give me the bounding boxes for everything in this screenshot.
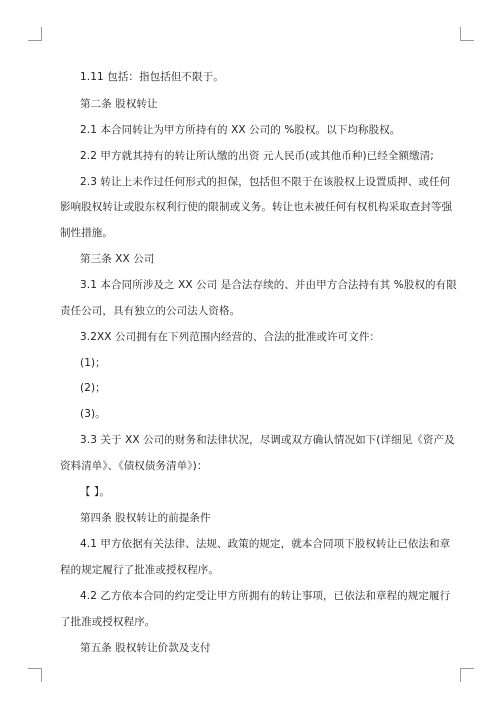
clause-4-2-line-2: 了批准或授权程序。 — [60, 616, 156, 628]
clause-3-3-line-1: 3.3 关于 XX 公司的财务和法律状况，尽调或双方确认情况如下(详细见《资产及 — [80, 434, 455, 446]
list-item-3: (3)。 — [80, 408, 106, 420]
crop-mark-bottom-left-h — [28, 668, 42, 669]
clause-2-2: 2.2 甲方就其持有的转让所认缴的出资 元人民币(或其他币种)已经全额缴清; — [80, 150, 434, 162]
clause-1-11: 1.11 包括：指包括但不限于。 — [80, 71, 224, 83]
clause-2-1: 2.1 本合同转让为甲方所持有的 XX 公司的 %股权。以下均称股权。 — [80, 124, 401, 136]
article-3-heading: 第三条 XX 公司 — [80, 253, 155, 265]
clause-4-2-line-1: 4.2 乙方依本合同的约定受让甲方所拥有的转让事项，已依法和章程的规定履行 — [80, 590, 451, 602]
crop-mark-bottom-left-v — [41, 668, 42, 682]
clause-3-3-line-2: 资料清单》、《债权债务清单》)： — [60, 460, 208, 472]
clause-2-3-line-1: 2.3 转让上未作过任何形式的担保，包括但不限于在该股权上设置质押、或任何 — [80, 176, 451, 188]
clause-3-1-line-1: 3.1 本合同所涉及之 XX 公司 是合法存续的、并由甲方合法持有其 %股权的有限 — [80, 279, 457, 291]
crop-mark-top-left-v — [41, 27, 42, 41]
clause-2-3-line-2: 影响股权转让或股东权利行使的限制或义务。转让也未被任何有权机构采取查封等强 — [60, 201, 453, 213]
crop-mark-top-left-h — [28, 40, 42, 41]
clause-4-1-line-1: 4.1 甲方依据有关法律、法规、政策的规定，就本合同项下股权转让已依法和章 — [80, 538, 451, 550]
placeholder-bracket: 【 】。 — [80, 486, 110, 498]
article-2-heading: 第二条 股权转让 — [80, 98, 158, 110]
crop-mark-top-right-h — [460, 40, 474, 41]
crop-mark-top-right-v — [460, 27, 461, 41]
crop-mark-bottom-right-v — [460, 668, 461, 682]
crop-mark-bottom-right-h — [460, 668, 474, 669]
list-item-2: (2)； — [80, 382, 106, 394]
list-item-1: (1)； — [80, 357, 106, 369]
clause-2-3-line-3: 制性措施。 — [60, 227, 113, 239]
article-5-heading: 第五条 股权转让价款及支付 — [80, 642, 211, 654]
clause-4-1-line-2: 程的规定履行了批准或授权程序。 — [60, 564, 219, 576]
clause-3-2: 3.2XX 公司拥有在下列范围内经营的、合法的批准或许可文件： — [80, 331, 381, 343]
clause-3-1-line-2: 责任公司，具有独立的公司法人资格。 — [60, 305, 241, 317]
article-4-heading: 第四条 股权转让的前提条件 — [80, 512, 211, 524]
